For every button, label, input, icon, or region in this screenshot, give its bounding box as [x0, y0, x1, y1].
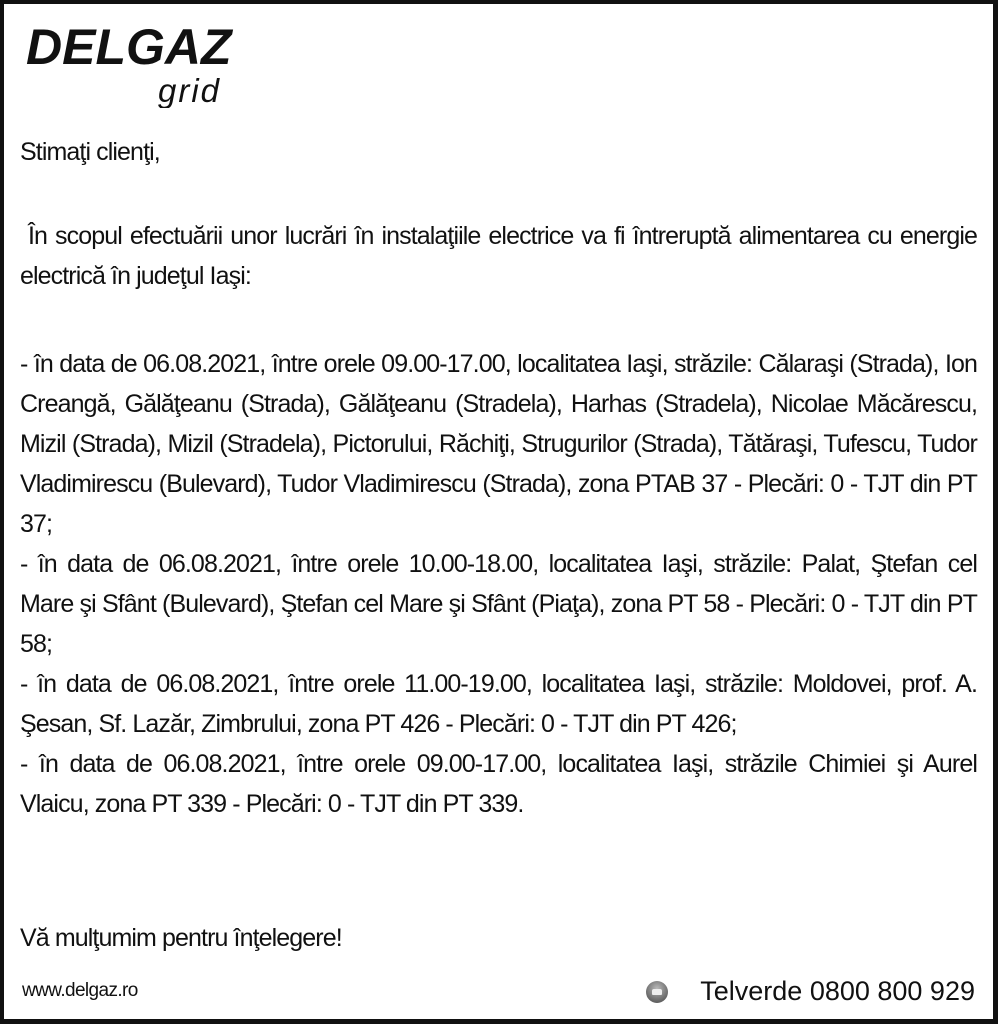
outage-item: - în data de 06.08.2021, între orele 11.00-19.00, localitatea Iaşi, străzile: Moldovei, prof. A. Şesan, Sf. Lazăr, Zimbrului, zona PT 426 - Plecări: 0 - TJT din PT 426;: [20, 670, 977, 738]
outage-list: [20, 344, 977, 824]
logo-sub: grid: [158, 72, 222, 108]
logo-graphic: [26, 18, 256, 108]
thanks-text: Vă mulţumim pentru înţelegere!: [20, 924, 342, 952]
delgaz-grid-logo: [26, 18, 256, 108]
outage-item: - în data de 06.08.2021, între orele 10.00-18.00, localitatea Iaşi, străzile: Palat, Ştefan cel Mare şi Sfânt (Bulevard), Ştefan cel Mare şi Sfânt (Piaţa), zona PT 58 - Plecări: 0 - TJT din PT 58;: [20, 550, 977, 658]
outage-item: - în data de 06.08.2021, între orele 09.00-17.00, localitatea Iaşi, străzile: Călaraşi (Strada), Ion Creangă, Gălăţeanu (Strada), Gălăţeanu (Stradela), Harhas (Stradela), Nicolae Măcărescu, Mizil (Strada), Mizil (Stradela), Pictorului, Răchiţi, Strugurilor (Strada), Tătăraşi, Tufescu, Tudor Vladimirescu (Bulevard), Tudor Vladimirescu (Strada), zona PTAB 37 - Plecări: 0 - TJT din PT 37;: [20, 350, 977, 538]
intro-paragraph: În scopul efectuării unor lucrări în instalaţiile electrice va fi întreruptă alimentarea cu energie electrică în judeţul Iaşi:: [20, 222, 977, 290]
logo-brand: DELGAZ: [26, 19, 232, 75]
greeting: Stimaţi clienţi,: [20, 138, 160, 166]
outage-item: - în data de 06.08.2021, între orele 09.00-17.00, localitatea Iaşi, străzile Chimiei şi Aurel Vlaicu, zona PT 339 - Plecări: 0 - TJT din PT 339.: [20, 750, 977, 818]
phone-icon: [646, 981, 668, 1003]
phone-contact: [646, 976, 975, 1007]
website-link[interactable]: www.delgaz.ro: [22, 980, 138, 1001]
phone-number: Telverde 0800 800 929: [700, 976, 975, 1006]
